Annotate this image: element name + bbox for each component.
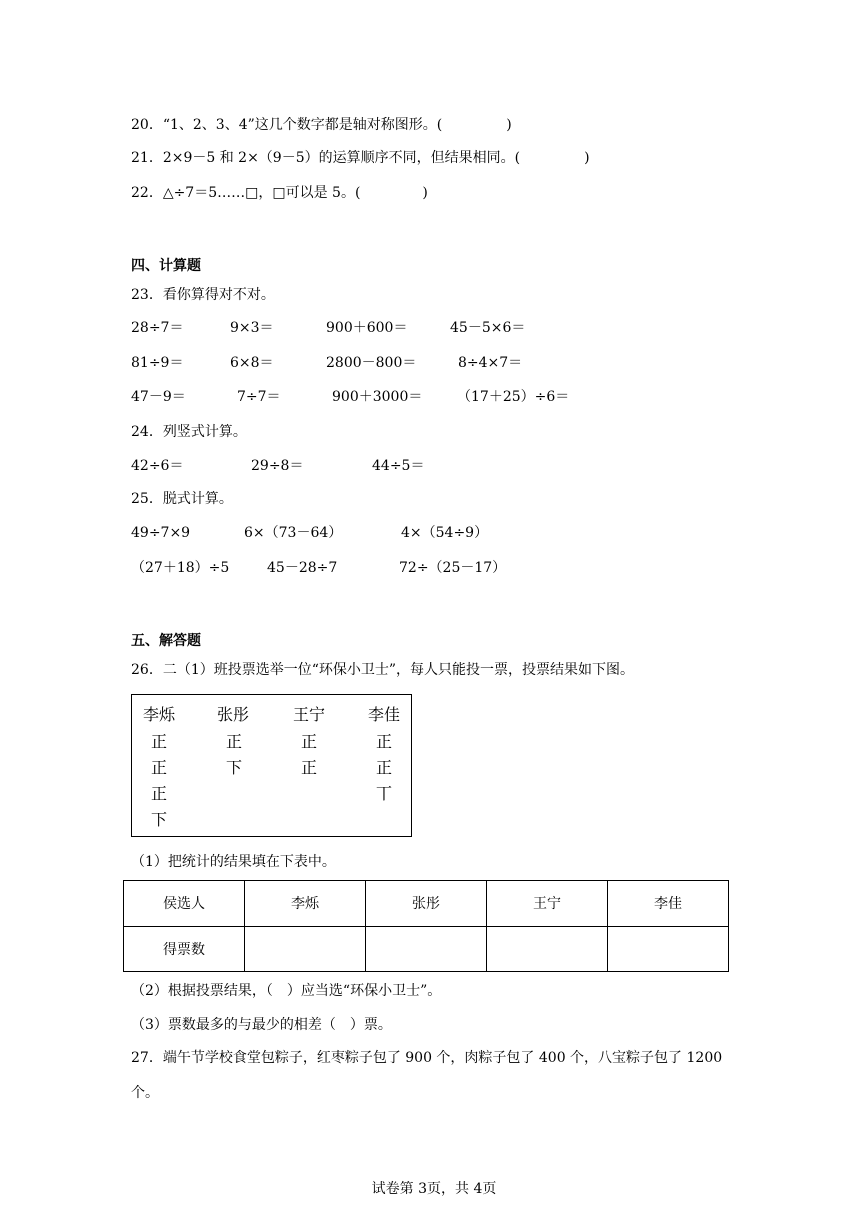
tally-mark: 正	[300, 732, 317, 751]
q23-item: 900＋3000＝	[332, 389, 423, 405]
vote-result-table	[123, 880, 729, 972]
q24-item: 44÷5＝	[372, 458, 425, 474]
q23-item: 47－9＝	[131, 389, 186, 405]
question-23: 23．看你算得对不对。	[131, 287, 275, 303]
question-27-line2: 个。	[131, 1085, 159, 1101]
section-title-calculation: 四、计算题	[131, 258, 201, 274]
q25-item: 45－28÷7	[267, 560, 338, 576]
q23-item: （17＋25）÷6＝	[457, 389, 570, 405]
table-header-cell: 王宁	[487, 881, 608, 927]
tally-box	[131, 694, 412, 837]
tally-mark: 正	[150, 732, 167, 751]
q23-item: 45－5×6＝	[450, 320, 526, 336]
q23-item: 8÷4×7＝	[458, 355, 523, 371]
q23-item: 28÷7＝	[131, 320, 184, 336]
q25-item: （27＋18）÷5	[131, 560, 230, 576]
tally-mark: 正	[150, 758, 167, 777]
answer-cell[interactable]	[245, 926, 366, 972]
tally-name: 李佳	[367, 705, 400, 724]
table-header-cell: 张彤	[366, 881, 487, 927]
question-26-3: （3）票数最多的与最少的相差（ ）票。	[131, 1017, 392, 1033]
table-row	[124, 926, 729, 972]
q24-item: 29÷8＝	[251, 458, 304, 474]
q23-item: 7÷7＝	[237, 389, 281, 405]
page-footer: 试卷第 3页，共 4页	[371, 1181, 497, 1197]
question-24: 24．列竖式计算。	[131, 424, 247, 440]
tally-name: 张彤	[216, 705, 249, 724]
question-26: 26．二（1）班投票选举一位“环保小卫士”，每人只能投一票，投票结果如下图。	[131, 662, 635, 678]
question-25: 25．脱式计算。	[131, 491, 233, 507]
q23-item: 900＋600＝	[326, 320, 408, 336]
question-22: 22．△÷7＝5……□，□可以是 5。( )	[131, 185, 428, 201]
q23-item: 9×3＝	[230, 320, 274, 336]
question-21: 21．2×9－5 和 2×（9－5）的运算顺序不同，但结果相同。( )	[131, 150, 590, 166]
question-20: 20．“1、2、3、4”这几个数字都是轴对称图形。( )	[131, 117, 512, 133]
table-header-cell: 李烁	[245, 881, 366, 927]
table-header-cell: 李佳	[608, 881, 729, 927]
q24-item: 42÷6＝	[131, 458, 184, 474]
answer-cell[interactable]	[487, 926, 608, 972]
q25-item: 4×（54÷9）	[401, 525, 489, 541]
table-header-cell: 侯选人	[124, 881, 245, 927]
question-27-line1: 27．端午节学校食堂包粽子，红枣粽子包了 900 个，肉粽子包了 400 个，八宝粽子包了 1200	[131, 1050, 723, 1066]
tally-mark: 正	[375, 732, 392, 751]
tally-mark: 正	[150, 784, 167, 803]
q23-item: 81÷9＝	[131, 355, 184, 371]
section-title-word-problems: 五、解答题	[131, 633, 201, 649]
table-row	[124, 881, 729, 927]
q23-item: 2800－800＝	[326, 355, 417, 371]
question-26-2: （2）根据投票结果，（ ）应当选“环保小卫士”。	[131, 983, 442, 999]
tally-mark: 正	[225, 732, 242, 751]
tally-mark: 下	[150, 810, 167, 829]
tally-name: 王宁	[292, 705, 325, 724]
tally-mark: 下	[225, 758, 242, 777]
q25-item: 49÷7×9	[131, 525, 191, 541]
q25-item: 6×（73－64）	[244, 525, 343, 541]
answer-cell[interactable]	[366, 926, 487, 972]
tally-mark: 丅	[375, 784, 392, 803]
tally-mark: 正	[300, 758, 317, 777]
answer-cell[interactable]	[608, 926, 729, 972]
q25-item: 72÷（25－17）	[399, 560, 507, 576]
question-26-1: （1）把统计的结果填在下表中。	[131, 854, 336, 870]
tally-name: 李烁	[142, 705, 175, 724]
table-row-label: 得票数	[124, 926, 245, 972]
tally-mark: 正	[375, 758, 392, 777]
q23-item: 6×8＝	[230, 355, 274, 371]
